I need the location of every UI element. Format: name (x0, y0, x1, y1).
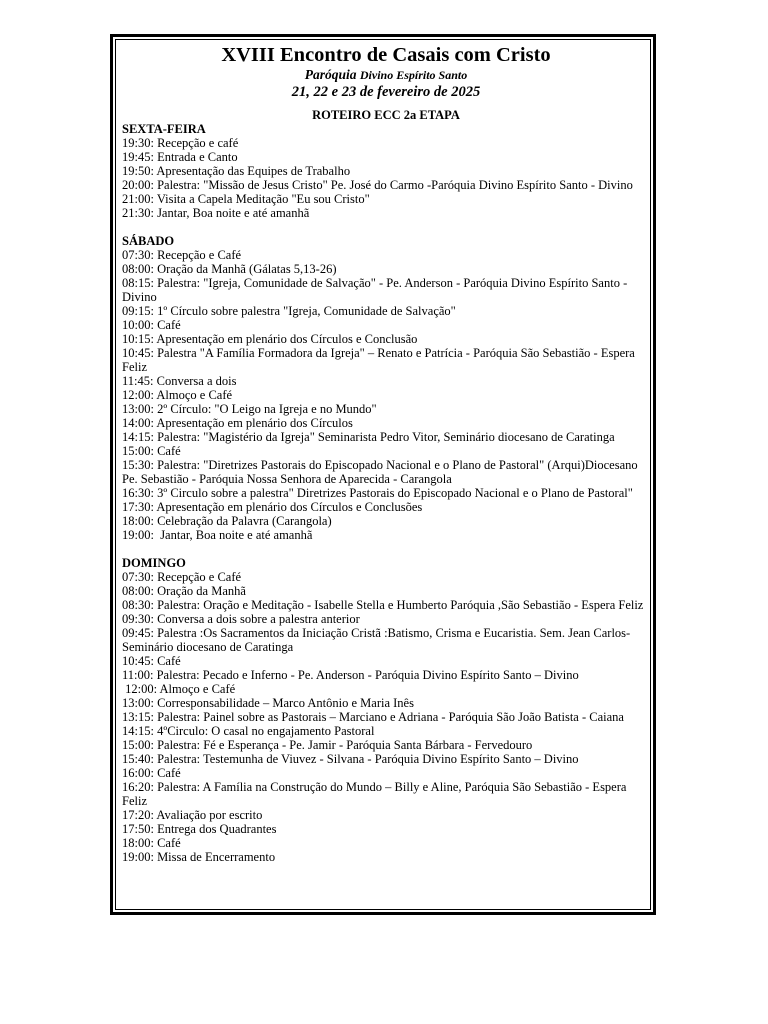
schedule-item: 10:15: Apresentação em plenário dos Círculos e Conclusão (122, 332, 418, 346)
schedule-item: 13:15: Palestra: Painel sobre as Pastorais – Marciano e Adriana - Paróquia São João Batista - Caiana (122, 710, 624, 724)
schedule-item: 12:00: Almoço e Café (122, 388, 233, 402)
schedule-item: 13:00: 2º Círculo: "O Leigo na Igreja e no Mundo" (122, 402, 377, 416)
schedule-item: 08:15: Palestra: "Igreja, Comunidade de Salvação" - Pe. Anderson - Paróquia Divino Espírito Santo - Divino (122, 276, 631, 304)
schedule-item: 09:30: Conversa a dois sobre a palestra anterior (122, 612, 360, 626)
schedule-item: 10:00: Café (122, 318, 181, 332)
day-section (122, 556, 650, 864)
schedule-item: 19:00: Missa de Encerramento (122, 850, 276, 864)
schedule-item: 15:00: Palestra: Fé e Esperança - Pe. Jamir - Paróquia Santa Bárbara - Fervedouro (122, 738, 533, 752)
document-body (115, 39, 651, 910)
schedule-item: 09:15: 1º Círculo sobre palestra "Igreja, Comunidade de Salvação" (122, 304, 456, 318)
schedule-item: 09:45: Palestra :Os Sacramentos da Iniciação Cristã :Batismo, Crisma e Eucaristia. Sem. Jean Carlos-Seminário diocesano de Caratinga (122, 626, 631, 654)
schedule-subtitle: ROTEIRO ECC 2a ETAPA (312, 108, 460, 122)
schedule-item: 14:15: 4ºCirculo: O casal no engajamento Pastoral (122, 724, 375, 738)
schedule-item: 18:00: Café (122, 836, 181, 850)
schedule-item: 07:30: Recepção e Café (122, 570, 242, 584)
schedule-item: 19:50: Apresentação das Equipes de Trabalho (122, 164, 351, 178)
day-heading: SÁBADO (122, 234, 175, 248)
schedule-item: 13:00: Corresponsabilidade – Marco Antônio e Maria Inês (122, 696, 414, 710)
day-section (122, 234, 650, 542)
schedule-item: 10:45: Palestra "A Família Formadora da Igreja" – Renato e Patrícia - Paróquia São Sebastião - Espera Feliz (122, 346, 638, 374)
schedule-item: 17:20: Avaliação por escrito (122, 808, 263, 822)
schedule-item: 16:20: Palestra: A Família na Construção do Mundo – Billy e Aline, Paróquia São Sebastião - Espera Feliz (122, 780, 630, 808)
schedule-item: 14:15: Palestra: "Magistério da Igreja" Seminarista Pedro Vitor, Seminário diocesano de Caratinga (122, 430, 615, 444)
schedule-item: 08:30: Palestra: Oração e Meditação - Isabelle Stella e Humberto Paróquia ,São Sebastião - Espera Feliz (122, 598, 644, 612)
schedule-item: 19:00: Jantar, Boa noite e até amanhã (122, 528, 313, 542)
schedule-item: 08:00: Oração da Manhã (Gálatas 5,13-26) (122, 262, 337, 276)
schedule-item: 12:00: Almoço e Café (122, 682, 236, 696)
day-heading: DOMINGO (122, 556, 186, 570)
schedule-item: 18:00: Celebração da Palavra (Carangola) (122, 514, 332, 528)
schedule-item: 07:30: Recepção e Café (122, 248, 242, 262)
schedule-item: 15:30: Palestra: "Diretrizes Pastorais do Episcopado Nacional e o Plano de Pastoral" (Arqui)Diocesano Pe. Sebastião - Paróquia Nossa Senhora de Aparecida - Carangola (122, 458, 641, 486)
schedule-item: 11:45: Conversa a dois (122, 374, 237, 388)
schedule-item: 19:45: Entrada e Canto (122, 150, 238, 164)
schedule-item: 08:00: Oração da Manhã (122, 584, 246, 598)
schedule-item: 15:40: Palestra: Testemunha de Viuvez - Silvana - Paróquia Divino Espírito Santo – Divino (122, 752, 579, 766)
schedule-item: 21:30: Jantar, Boa noite e até amanhã (122, 206, 310, 220)
event-dates: 21, 22 e 23 de fevereiro de 2025 (291, 84, 481, 100)
parish-line (122, 67, 650, 83)
schedule-item: 16:30: 3º Circulo sobre a palestra" Diretrizes Pastorais do Episcopado Nacional e o Plano de Pastoral" (122, 486, 633, 500)
schedule-item: 19:30: Recepção e café (122, 136, 239, 150)
parish-name: Divino Espírito Santo (359, 68, 468, 82)
schedule-item: 17:30: Apresentação em plenário dos Círculos e Conclusões (122, 500, 423, 514)
schedule-item: 17:50: Entrega dos Quadrantes (122, 822, 277, 836)
document-frame (110, 34, 656, 915)
day-section (122, 122, 650, 220)
schedule-item: 21:00: Visita a Capela Meditação "Eu sou Cristo" (122, 192, 370, 206)
schedule-item: 16:00: Café (122, 766, 181, 780)
schedule-item: 11:00: Palestra: Pecado e Inferno - Pe. Anderson - Paróquia Divino Espírito Santo – Divino (122, 668, 579, 682)
parish-prefix: Paróquia (304, 67, 357, 82)
schedule-item: 15:00: Café (122, 444, 181, 458)
day-heading: SEXTA-FEIRA (122, 122, 206, 136)
schedule (122, 122, 650, 864)
schedule-item: 10:45: Café (122, 654, 181, 668)
schedule-item: 14:00: Apresentação em plenário dos Círculos (122, 416, 353, 430)
document-title: XVIII Encontro de Casais com Cristo (221, 44, 551, 66)
schedule-item: 20:00: Palestra: "Missão de Jesus Cristo" Pe. José do Carmo -Paróquia Divino Espírito Santo - Divino (122, 178, 633, 192)
